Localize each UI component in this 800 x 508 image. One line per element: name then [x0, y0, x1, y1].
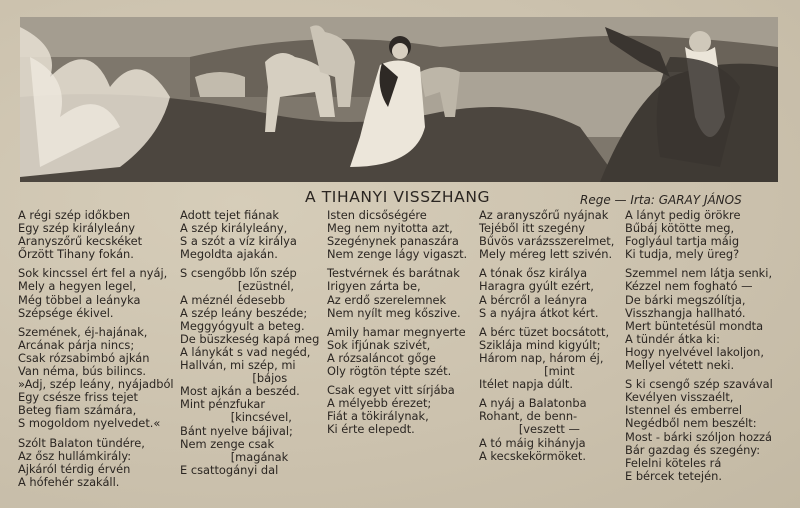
- poem-line: [veszett —: [479, 422, 580, 437]
- poem-line: Ki tudja, mely üreg?: [625, 247, 740, 262]
- poem-line: Mint pénzfukar: [180, 397, 266, 412]
- poem-line: Őrzött Tihany fokán.: [18, 247, 134, 262]
- poem-line: A lánykát s vad negéd,: [180, 344, 311, 359]
- poem-line: Szemének, éj-hajának,: [18, 324, 148, 339]
- poem-line: Oly rögtön tépte szét.: [327, 364, 452, 379]
- poem-line: Itélet napja dúlt.: [479, 377, 573, 392]
- poem-line: Mert büntetésül mondta: [625, 318, 764, 333]
- poem-line: Nem nyílt meg kőszive.: [327, 305, 461, 320]
- poem-line: Az aranyszőrű nyájnak: [479, 208, 609, 222]
- poem-line: A bérc tüzet bocsátott,: [479, 324, 610, 339]
- poem-line: Szemmel nem látja senki,: [625, 266, 773, 281]
- illustration: [20, 17, 778, 182]
- poem-line: Tejéből itt szegény: [479, 221, 586, 236]
- poem-line: Rohant, de benn-: [479, 409, 578, 424]
- poem-line: A tónak ősz királya: [479, 266, 588, 281]
- poem-line: Bár gazdag és szegény:: [625, 442, 761, 457]
- poem-line: Sok kincssel ért fel a nyáj,: [18, 266, 168, 281]
- poem-line: Felelni köteles rá: [625, 455, 722, 470]
- poem-column-5: [625, 209, 773, 483]
- poem-line: Testvérnek és barátnak: [327, 266, 460, 281]
- poem-line: Kevélyen visszaélt,: [625, 390, 734, 405]
- poem-line: A rózsaláncot gőge: [327, 350, 436, 365]
- poem-line: [mint: [479, 364, 575, 379]
- author-credit: Rege — Irta: GARAY JÁNOS: [580, 193, 742, 207]
- poem-line: Aranyszőrű kecskéket: [18, 234, 143, 249]
- poem-line: Adott tejet fiának: [180, 208, 280, 222]
- poem-line: Egy szép királyleány: [18, 221, 136, 236]
- poem-line: Most - bárki szóljon hozzá: [625, 429, 772, 444]
- poem-line: Három nap, három éj,: [479, 350, 604, 365]
- poem-line: Visszhangja hallható.: [625, 305, 746, 320]
- poem-line: [bájos: [180, 371, 288, 386]
- poem-line: Van néma, bús bilincs.: [18, 364, 147, 379]
- poem-line: Bűbáj kötötte meg,: [625, 221, 735, 236]
- poem-line: De bárki megszólítja,: [625, 292, 746, 307]
- poem-line: Meggyógyult a beteg.: [180, 318, 305, 333]
- poem-line: Mellyel vétett neki.: [625, 358, 735, 373]
- poem-line: Isten dicsőségére: [327, 208, 427, 222]
- poem-line: A régi szép időkben: [18, 208, 131, 222]
- poem-line: Negédből nem beszélt:: [625, 416, 757, 431]
- poem-line: De büszkeség kapá meg: [180, 331, 320, 346]
- poem-line: Beteg fiam számára,: [18, 403, 137, 418]
- poem-line: Megoldta ajakán.: [180, 247, 278, 262]
- poem-line: S a nyájra átkot kért.: [479, 305, 599, 320]
- poem-line: Az ősz hullámkirály:: [18, 448, 132, 463]
- poem-line: Mely a hegyen legel,: [18, 279, 137, 294]
- poem-line: Irigyen zárta be,: [327, 279, 421, 294]
- poem-line: Az erdő szerelemnek: [327, 292, 447, 307]
- poem-line: Nem zenge csak: [180, 436, 275, 451]
- poem-line: Hogy nyelvével lakoljon,: [625, 344, 764, 359]
- poem-line: Csak rózsabimbó ajkán: [18, 350, 150, 365]
- poem-line: Arcának párja nincs;: [18, 337, 135, 352]
- poem-line: E csattogányi dal: [180, 462, 279, 477]
- poem-line: S ki csengő szép szavával: [625, 377, 773, 392]
- poem-line: S a szót a víz királya: [180, 234, 297, 249]
- poem-line: Mely méreg lett szivén.: [479, 247, 613, 262]
- poem-line: A tó máig kihányja: [479, 435, 586, 450]
- poem-line: A nyáj a Balatonba: [479, 396, 587, 411]
- legend-illustration-svg: [20, 17, 778, 182]
- poem-line: Szegénynek panaszára: [327, 234, 459, 249]
- poem-line: Bánt nyelve bájival;: [180, 423, 293, 438]
- poem-line: »Adj, szép leány, nyájadból: [18, 377, 174, 392]
- poem-line: A lányt pedig örökre: [625, 208, 741, 222]
- poem-line: Nem zenge lágy vigaszt.: [327, 247, 468, 262]
- poem-line: Kézzel nem fogható —: [625, 279, 753, 294]
- poem-line: [ezüstnél,: [180, 279, 294, 294]
- poem-line: [magának: [180, 449, 289, 464]
- poem-column-2: [180, 209, 319, 477]
- poem-line: Foglyául tartja máig: [625, 234, 740, 249]
- poem-column-4: [479, 209, 614, 463]
- poem-line: Csak egyet vitt sírjába: [327, 383, 455, 398]
- poem-line: A szép leány beszéde;: [180, 305, 308, 320]
- poem-line: Sziklája mind kigyúlt;: [479, 337, 601, 352]
- poem-line: S mogoldom nyelvedet.«: [18, 416, 161, 431]
- poem-line: Szólt Balaton tündére,: [18, 435, 145, 450]
- poem-line: A bércről a leányra: [479, 292, 588, 307]
- poem-line: A mélyebb érezet;: [327, 396, 432, 411]
- poem-line: Meg nem nyitotta azt,: [327, 221, 453, 236]
- poem-line: Istennel és emberrel: [625, 403, 742, 418]
- poem-line: S csengőbb lőn szép: [180, 266, 297, 281]
- poem-line: Hallván, mi szép, mi: [180, 358, 296, 373]
- poem-line: Most ajkán a beszéd.: [180, 384, 300, 399]
- poem-line: A szép királyleány,: [180, 221, 288, 236]
- poem-column-1: [18, 209, 174, 489]
- poem-line: [kincsével,: [180, 410, 292, 425]
- poem-line: Sok ifjúnak szivét,: [327, 337, 431, 352]
- poem-line: A méznél édesebb: [180, 292, 286, 307]
- poem-line: A hófehér szakáll.: [18, 474, 120, 489]
- poem-line: Ajkáról térdig érvén: [18, 461, 131, 476]
- poem-line: Még többel a leányka: [18, 292, 141, 307]
- poem-line: Egy csésze friss tejet: [18, 390, 138, 405]
- poem-line: Haragra gyúlt ezért,: [479, 279, 594, 294]
- poem-line: E bércek tetején.: [625, 468, 722, 483]
- poem-line: Bűvös varázsszerelmet,: [479, 234, 615, 249]
- poem-line: Amily hamar megnyerte: [327, 324, 466, 339]
- poem-line: A kecskekörmöket.: [479, 448, 586, 463]
- poem-column-3: [327, 209, 467, 437]
- poem-line: Fiát a tökirálynak,: [327, 409, 429, 424]
- poem-line: A tündér átka ki:: [625, 331, 720, 346]
- poem-line: Ki érte elepedt.: [327, 422, 415, 437]
- poem-line: Szépsége ékivel.: [18, 305, 114, 320]
- poem-title: A TIHANYI VISSZHANG: [305, 188, 491, 206]
